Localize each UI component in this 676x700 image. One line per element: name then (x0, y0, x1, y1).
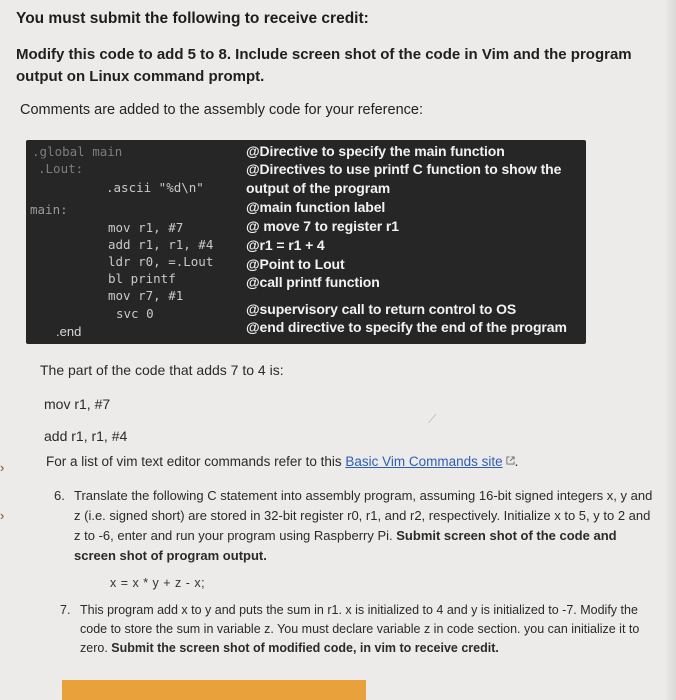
comment-main-directive: @Directive to specify the main function (246, 143, 505, 159)
comments-intro: Comments are added to the assembly code for your reference: (20, 102, 423, 118)
question-7-submit: Submit the screen shot of modified code, in vim to receive credit. (111, 641, 499, 655)
page-shadow (664, 0, 676, 700)
c-statement: x = x * y + z - x; (110, 576, 206, 590)
comment-end-directive: @end directive to specify the end of the program (246, 319, 567, 335)
question-6-number: 6. (54, 488, 65, 503)
code-line-add: add r1, r1, #4 (108, 237, 214, 252)
vim-reference-prefix: For a list of vim text editor commands refer to this (46, 454, 346, 469)
code-line-bl: bl printf (108, 271, 176, 286)
comment-output: output of the program (246, 180, 391, 196)
question-7 (60, 601, 640, 658)
accent-bar (62, 680, 366, 700)
vim-commands-link[interactable]: Basic Vim Commands site (345, 454, 503, 469)
code-line-end: .end (56, 324, 82, 339)
question-6-text: Translate the following C statement into assembly program, assuming 16-bit signed integers x, y and z (i.e. signed short) are stored in 32-bit register r0, r1, and r2, respectively. Initialize x to 5, y to 2 and z to -6, enter and run your program using Raspberry Pi. (74, 488, 653, 543)
adds-intro: The part of the code that adds 7 to 4 is: (40, 362, 284, 378)
adds-code-mov: mov r1, #7 (44, 396, 111, 412)
comment-point-lout: @Point to Lout (246, 256, 345, 272)
page-heading: You must submit the following to receive credit: (16, 10, 369, 27)
comment-move-7: @ move 7 to register r1 (246, 218, 399, 234)
code-line-global: .global main (32, 144, 123, 159)
comment-add-4: @r1 = r1 + 4 (246, 237, 325, 253)
question-6-submit: Submit screen shot of the code and screen shot of program output. (74, 528, 617, 563)
comment-main-label: @main function label (246, 199, 386, 215)
assignment-intro: Modify this code to add 5 to 8. Include screen shot of the code in Vim and the program output on Linux command prompt. (16, 46, 632, 85)
code-screenshot (26, 140, 586, 344)
external-link-icon[interactable] (506, 456, 515, 465)
question-7-number: 7. (60, 603, 71, 617)
code-line-lout: .Lout: (38, 161, 84, 176)
code-line-ldr: ldr r0, =.Lout (108, 254, 214, 269)
code-line-svc: svc 0 (116, 306, 154, 321)
code-line-mov-r7: mov r7, #1 (108, 288, 184, 303)
edge-mark-top: › (0, 460, 5, 475)
question-6 (54, 486, 654, 566)
question-7-text: This program add x to y and puts the sum in r1. x is initialized to 4 and y is initialized to -7. Modify the code to store the sum in variable z. You must declare variable z in code section. you can initialize it to zero. (80, 603, 640, 655)
vim-reference (46, 454, 518, 469)
vim-reference-suffix: . (514, 454, 519, 469)
comment-call-printf: @call printf function (246, 274, 380, 290)
code-line-mov: mov r1, #7 (108, 220, 184, 235)
code-line-main: main: (30, 202, 68, 217)
code-line-ascii: .ascii "%d\n" (106, 180, 204, 195)
comment-printf-directive: @Directives to use printf C function to show the (246, 161, 562, 177)
adds-code-add: add r1, r1, #4 (44, 428, 128, 444)
comment-svc: @supervisory call to return control to OS (246, 301, 517, 317)
edge-mark-bottom: › (0, 508, 5, 523)
cursor-mark: ⟋ (428, 412, 437, 426)
